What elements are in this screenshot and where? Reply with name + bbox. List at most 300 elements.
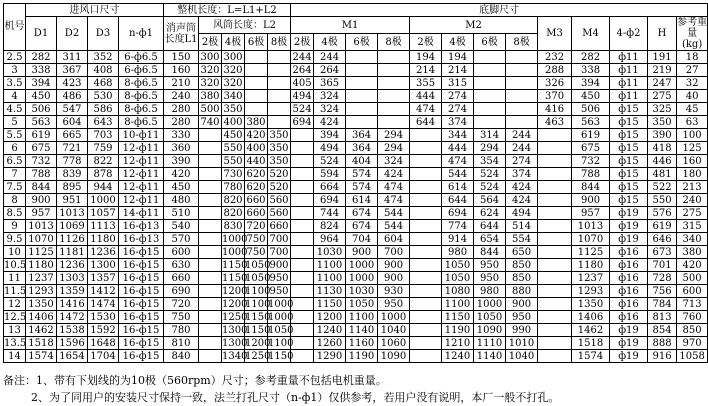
cell-n: 16-ф15 <box>119 324 164 337</box>
cell-h: 418 <box>648 142 677 155</box>
cell-b6: 524 <box>474 168 506 181</box>
cell-no: 7.5 <box>4 181 26 194</box>
cell-no: 14 <box>4 350 26 363</box>
cell-m3 <box>538 246 572 259</box>
cell-h: 728 <box>648 272 677 285</box>
cell-d1: 900 <box>26 194 57 207</box>
cell-a4: 1130 <box>314 285 346 298</box>
table-row <box>4 194 708 207</box>
cell-b6: 950 <box>474 272 506 285</box>
cell-l1: 420 <box>164 168 199 181</box>
cell-m4: 1518 <box>572 337 610 350</box>
cell-m3 <box>538 233 572 246</box>
cell-d2: 1416 <box>57 298 88 311</box>
cell-d2: 486 <box>57 90 88 103</box>
cell-no: 5.5 <box>4 129 26 142</box>
cell-d2: 604 <box>57 116 88 129</box>
cell-b6 <box>474 51 506 64</box>
header-inlet: 进风口尺寸 <box>26 4 164 17</box>
cell-b8: 850 <box>506 272 538 285</box>
cell-w: 40 <box>677 90 708 103</box>
cell-p6: 620 <box>246 181 266 193</box>
cell-a6 <box>346 77 378 90</box>
cell-m4: 282 <box>572 51 610 64</box>
cell-f2: ф19 <box>610 207 648 220</box>
cell-b6: 844 <box>474 246 506 259</box>
cell-p2 <box>199 129 222 142</box>
cell-a2 <box>291 285 314 298</box>
cell-w: 1058 <box>677 350 708 363</box>
cell-b8: 514 <box>506 220 538 233</box>
cell-l1: 540 <box>164 220 199 233</box>
cell-p8 <box>268 116 291 129</box>
cell-w: 970 <box>677 337 708 350</box>
cell-p8: 350 <box>269 129 289 141</box>
cell-l1: 630 <box>164 259 199 272</box>
table-row <box>4 116 708 129</box>
cell-l1: 280 <box>164 103 199 116</box>
cell-a2: 694 <box>292 116 312 128</box>
cell-f2: ф15 <box>610 168 648 181</box>
cell-f2: ф15 <box>610 194 648 207</box>
cell-l1: 600 <box>164 246 199 259</box>
cell-p8 <box>268 64 291 77</box>
cell-p8: 950 <box>269 285 289 297</box>
cell-w: 275 <box>677 207 708 220</box>
cell-b4: 1240 <box>442 350 474 363</box>
cell-d3: 1648 <box>88 337 119 350</box>
cell-d2: 1236 <box>57 259 88 272</box>
cell-w: 340 <box>677 233 708 246</box>
cell-b8: 900 <box>506 298 538 311</box>
cell-m4: 1013 <box>572 220 610 233</box>
cell-no: 13 <box>4 324 26 337</box>
cell-n: 8-ф6.5 <box>119 103 164 116</box>
cell-f2: ф11 <box>610 51 648 64</box>
cell-no: 10.5 <box>4 259 27 271</box>
cell-l1: 280 <box>164 116 199 129</box>
cell-b2: 444 <box>410 90 442 103</box>
cell-n: 16-ф15 <box>119 285 164 298</box>
cell-b8: 554 <box>506 233 538 246</box>
cell-d2: 1538 <box>57 324 88 337</box>
cell-a4: 1100 <box>314 272 346 285</box>
cell-n: 6-ф6.5 <box>119 64 164 77</box>
header-4-phi2: 4-ф2 <box>610 17 648 51</box>
cell-l1: 510 <box>164 207 199 220</box>
cell-b2 <box>410 272 442 285</box>
header-d3: D3 <box>88 17 119 51</box>
cell-a2 <box>291 324 314 337</box>
table-row <box>4 311 708 324</box>
cell-a8: 1090 <box>378 350 410 363</box>
cell-a8: 294 <box>378 129 410 142</box>
cell-p4: 1200 <box>222 298 248 310</box>
cell-d1: 394 <box>26 77 57 90</box>
cell-a8: 1060 <box>378 337 410 350</box>
cell-a8 <box>378 64 410 77</box>
cell-b4: 694 <box>442 207 474 220</box>
cell-no: 12 <box>4 298 26 311</box>
cell-no: 8 <box>4 194 26 207</box>
cell-f2: ф15 <box>610 181 648 194</box>
table-row <box>4 298 708 311</box>
header-h: H <box>648 17 677 51</box>
cell-w: 160 <box>677 155 708 168</box>
cell-l1: 660 <box>164 272 199 285</box>
cell-d2: 895 <box>57 181 88 194</box>
cell-a4: 594 <box>314 168 346 181</box>
header-l2-pole4: 4极 <box>222 34 245 51</box>
cell-a6: 1190 <box>346 350 378 363</box>
cell-no: 11.5 <box>4 285 27 297</box>
cell-p4: 1250 <box>222 311 248 323</box>
cell-a4: 694 <box>314 194 346 207</box>
cell-m4: 619 <box>572 129 610 142</box>
cell-h: 646 <box>648 233 677 246</box>
cell-b4: 474 <box>442 155 474 168</box>
cell-d3: 408 <box>88 64 119 77</box>
cell-h: 813 <box>648 311 677 324</box>
cell-d1: 1293 <box>26 285 57 298</box>
cell-b6: 980 <box>474 285 506 298</box>
cell-b2 <box>410 324 442 337</box>
cell-p8 <box>268 77 291 90</box>
dimension-table <box>3 3 708 363</box>
cell-m3: 463 <box>538 116 572 129</box>
cell-b6: 524 <box>474 181 506 194</box>
header-muffler: 消声筒长度L1 <box>164 17 199 51</box>
header-m2-pole4: 4极 <box>442 34 474 51</box>
cell-b4: 344 <box>442 129 474 142</box>
cell-p2: 740 <box>200 116 220 128</box>
cell-a6 <box>346 64 378 77</box>
cell-no: 6 <box>4 142 26 155</box>
cell-no: 8.5 <box>4 207 26 220</box>
table-row <box>4 155 708 168</box>
cell-f2: ф16 <box>610 311 648 324</box>
cell-a2 <box>291 233 314 246</box>
cell-l1: 450 <box>164 181 199 194</box>
cell-p6: 1150 <box>245 324 271 336</box>
cell-d1: 563 <box>26 116 57 129</box>
cell-p8: 1150 <box>268 350 294 362</box>
cell-p8: 660 <box>269 220 289 232</box>
cell-b8 <box>506 103 538 116</box>
cell-d3: 1236 <box>88 246 119 259</box>
cell-f2: ф15 <box>610 129 648 142</box>
cell-n: 12-ф11 <box>119 142 164 155</box>
cell-p6: 400 <box>246 142 266 154</box>
cell-f2: ф11 <box>610 90 648 103</box>
cell-w: 760 <box>677 311 708 324</box>
cell-n: 12-ф11 <box>119 155 164 168</box>
table-row <box>4 77 708 90</box>
cell-d2: 1596 <box>57 337 88 350</box>
cell-h: 325 <box>648 103 677 116</box>
cell-d3: 1412 <box>88 285 119 298</box>
header-m1-pole6: 6极 <box>346 34 378 51</box>
cell-h: 701 <box>648 259 677 272</box>
header-m2-pole2: 2极 <box>410 34 442 51</box>
cell-a6: 574 <box>346 168 378 181</box>
cell-d3: 1474 <box>88 298 119 311</box>
cell-b8: 244 <box>506 142 538 155</box>
cell-a4: 964 <box>314 233 346 246</box>
cell-b8: 650 <box>506 246 538 259</box>
header-m1-pole2: 2极 <box>291 34 314 51</box>
cell-m3 <box>538 311 572 324</box>
cell-b8: 850 <box>506 259 538 272</box>
cell-w: 420 <box>677 259 708 272</box>
cell-m3: 416 <box>538 103 572 116</box>
cell-p2 <box>199 233 222 246</box>
cell-p4: 1340 <box>222 350 248 362</box>
cell-m3 <box>538 337 572 350</box>
cell-a2: 244 <box>292 51 312 63</box>
cell-p6: 440 <box>246 155 266 167</box>
cell-a6: 614 <box>346 194 378 207</box>
note-line-1: 备注：1、带有下划线的为10极（560rpm）尺寸；参考重量不包括电机重量。 <box>3 374 387 387</box>
cell-a6 <box>346 116 378 129</box>
cell-p6 <box>245 64 268 77</box>
cell-p6: 1050 <box>245 259 271 271</box>
cell-no: 5 <box>4 116 26 129</box>
cell-m4: 1462 <box>572 324 610 337</box>
cell-b6: 654 <box>474 233 506 246</box>
cell-b6: 1050 <box>474 311 506 324</box>
cell-m4: 675 <box>572 142 610 155</box>
cell-a4: 1240 <box>314 324 346 337</box>
cell-d1: 1070 <box>26 233 57 246</box>
cell-p4: 820 <box>223 207 243 219</box>
cell-a2: 264 <box>292 64 312 76</box>
cell-a8: 424 <box>378 168 410 181</box>
cell-b2 <box>410 220 442 233</box>
cell-p8: 950 <box>269 272 289 284</box>
header-duct-length: 风筒长度：L2 <box>199 17 291 34</box>
cell-h: 446 <box>648 155 677 168</box>
cell-b6: 1110 <box>474 337 506 350</box>
cell-a6 <box>346 103 378 116</box>
cell-p2: 320 <box>200 64 220 76</box>
cell-a4: 394 <box>314 129 346 142</box>
cell-p2 <box>199 298 222 311</box>
cell-b8: 274 <box>506 155 538 168</box>
note-line-2: 2、为了同用户的安装尺寸保持一致，法兰打孔尺寸（n-ф1）仅供参考，若用户没有说明，本厂一般不打孔。 <box>31 391 560 404</box>
cell-p6: 1100 <box>245 298 271 310</box>
notes <box>3 372 697 406</box>
cell-a4: 424 <box>314 116 346 129</box>
cell-no: 4 <box>4 90 26 103</box>
cell-b4: 274 <box>442 103 474 116</box>
cell-m4: 844 <box>572 181 610 194</box>
cell-d1: 732 <box>26 155 57 168</box>
cell-b4: 644 <box>442 194 474 207</box>
cell-l1: 390 <box>164 155 199 168</box>
cell-a8: 700 <box>378 246 410 259</box>
cell-p6: 1250 <box>245 350 271 362</box>
cell-w: 180 <box>677 168 708 181</box>
cell-m3 <box>538 142 572 155</box>
cell-d2: 1359 <box>57 285 88 298</box>
cell-d2: 1013 <box>57 207 88 220</box>
cell-a8: 324 <box>378 155 410 168</box>
table-row <box>4 337 708 350</box>
cell-d2: 311 <box>57 51 88 64</box>
table-row <box>4 103 708 116</box>
cell-d1: 1518 <box>26 337 57 350</box>
table-row <box>4 142 708 155</box>
cell-a4: 244 <box>314 51 346 64</box>
cell-h: 619 <box>648 220 677 233</box>
table-row <box>4 285 708 298</box>
cell-b8 <box>506 51 538 64</box>
cell-b8: 244 <box>506 129 538 142</box>
cell-a2 <box>291 207 314 220</box>
cell-b4: 544 <box>442 168 474 181</box>
cell-m3 <box>538 181 572 194</box>
cell-h: 550 <box>648 194 677 207</box>
cell-b2: 214 <box>410 64 442 77</box>
cell-p2 <box>199 285 222 298</box>
cell-d3: 1057 <box>88 207 119 220</box>
cell-p6 <box>245 77 268 90</box>
cell-a8 <box>378 90 410 103</box>
cell-b6: 564 <box>474 194 506 207</box>
cell-a8: 544 <box>378 207 410 220</box>
cell-b8: 494 <box>506 207 538 220</box>
cell-p6: 660 <box>246 207 266 219</box>
cell-a4: 365 <box>314 77 346 90</box>
cell-d1: 450 <box>26 90 57 103</box>
cell-no: 3 <box>4 64 26 77</box>
cell-a8 <box>378 116 410 129</box>
cell-b2 <box>410 298 442 311</box>
cell-m4: 1350 <box>572 298 610 311</box>
cell-f2: ф19 <box>610 350 648 363</box>
cell-b4: 980 <box>442 246 474 259</box>
cell-b2: 355 <box>410 77 442 90</box>
cell-a6: 704 <box>346 233 378 246</box>
cell-b2 <box>410 168 442 181</box>
cell-n: 16-ф13 <box>119 233 164 246</box>
cell-n: 12-ф11 <box>119 181 164 194</box>
cell-a2: 524 <box>292 103 312 115</box>
cell-p4: 1300 <box>222 324 248 336</box>
cell-p8: 1000 <box>268 311 294 323</box>
header-m2-pole6: 6极 <box>474 34 506 51</box>
cell-p2 <box>199 194 222 207</box>
cell-p6: 380 <box>246 116 266 128</box>
cell-p8: 700 <box>269 246 289 258</box>
header-machine-no: 机号 <box>4 4 26 51</box>
cell-m4: 788 <box>572 168 610 181</box>
cell-w: 600 <box>677 285 708 298</box>
table-row <box>4 233 708 246</box>
cell-f2: ф16 <box>610 285 648 298</box>
cell-n: 8-ф6.5 <box>119 116 164 129</box>
cell-f2: ф11 <box>610 77 648 90</box>
cell-d1: 844 <box>26 181 57 194</box>
cell-p2 <box>199 142 222 155</box>
cell-p4: 1000 <box>222 246 248 258</box>
cell-f2: ф16 <box>610 272 648 285</box>
header-n-phi1: n-ф1 <box>119 17 164 51</box>
table-row <box>4 207 708 220</box>
cell-b8: 424 <box>506 181 538 194</box>
cell-a8: 294 <box>378 142 410 155</box>
cell-p2 <box>199 350 222 363</box>
cell-p8: 1100 <box>268 337 294 349</box>
cell-p2: 320 <box>200 77 220 89</box>
cell-m4: 338 <box>572 64 610 77</box>
cell-p8 <box>268 90 291 103</box>
cell-d3: 1704 <box>88 350 119 363</box>
cell-b4: 914 <box>442 233 474 246</box>
cell-b8: 990 <box>506 324 538 337</box>
cell-b2 <box>410 129 442 142</box>
cell-a8: 604 <box>378 233 410 246</box>
cell-n: 16-ф15 <box>119 246 164 259</box>
cell-d1: 1462 <box>26 324 57 337</box>
cell-no: 6.5 <box>4 155 26 168</box>
table-row <box>4 259 708 272</box>
cell-d1: 1574 <box>26 350 57 363</box>
cell-b4: 1100 <box>442 298 474 311</box>
cell-no: 2.5 <box>4 51 26 64</box>
cell-m3 <box>538 285 572 298</box>
cell-a2 <box>291 246 314 259</box>
cell-d3: 1530 <box>88 311 119 324</box>
header-d1: D1 <box>26 17 57 51</box>
header-m3: M3 <box>538 17 572 51</box>
cell-b4: 315 <box>442 77 474 90</box>
cell-b2 <box>410 233 442 246</box>
cell-h: 784 <box>648 298 677 311</box>
cell-a6: 404 <box>346 155 378 168</box>
cell-a8: 900 <box>378 272 410 285</box>
cell-b4: 214 <box>442 64 474 77</box>
cell-d2: 1181 <box>57 246 88 259</box>
cell-b2 <box>410 194 442 207</box>
cell-w: 125 <box>677 142 708 155</box>
cell-b4: 1080 <box>442 285 474 298</box>
cell-m3 <box>538 207 572 220</box>
cell-b8 <box>506 116 538 129</box>
cell-d1: 282 <box>26 51 57 64</box>
cell-d1: 1350 <box>26 298 57 311</box>
header-l2-pole6: 6极 <box>245 34 268 51</box>
cell-l1: 780 <box>164 324 199 337</box>
header-d2: D2 <box>57 17 88 51</box>
cell-m3 <box>538 129 572 142</box>
cell-d2: 721 <box>57 142 88 155</box>
cell-f2: ф19 <box>610 324 648 337</box>
cell-p6 <box>245 90 268 103</box>
cell-a6: 1050 <box>346 298 378 311</box>
cell-p8: 900 <box>269 259 289 271</box>
cell-a8: 1000 <box>378 311 410 324</box>
cell-b4: 1050 <box>442 272 474 285</box>
cell-a2 <box>291 220 314 233</box>
cell-f2: ф11 <box>610 64 648 77</box>
cell-d3: 586 <box>88 103 119 116</box>
cell-a2 <box>291 129 314 142</box>
cell-p8: 1000 <box>268 298 294 310</box>
cell-d3: 1113 <box>88 220 119 233</box>
cell-l1: 150 <box>164 51 199 64</box>
